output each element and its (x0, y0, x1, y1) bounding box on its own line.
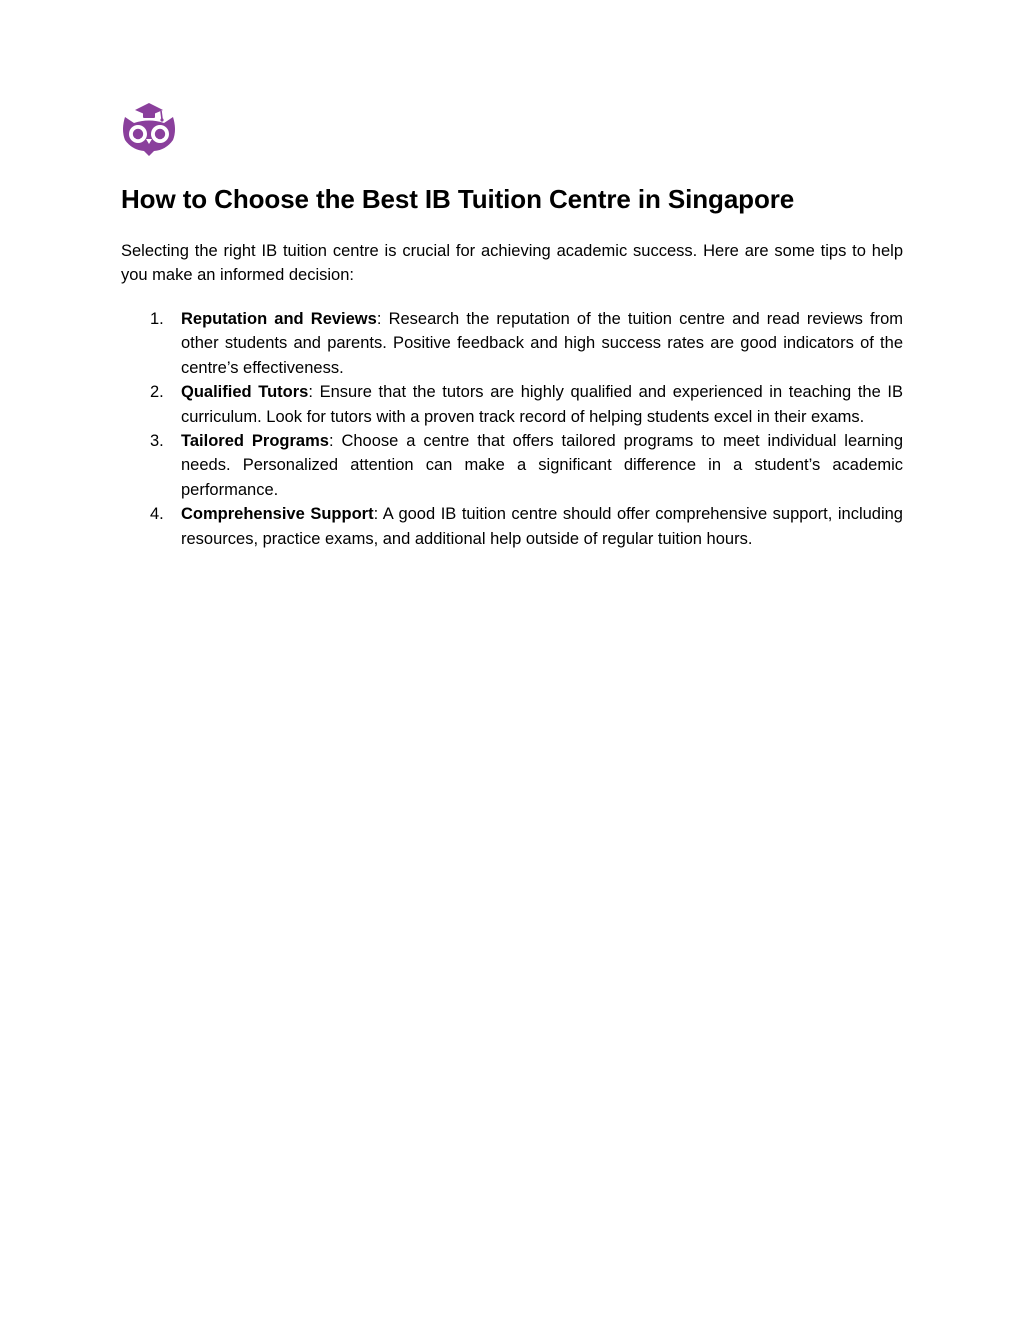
tip-separator: : (376, 310, 382, 328)
tip-text: Research the reputation of the tuition centre and read reviews from other students and parents. Positive feedback and high success rates are good indicators of the centre’s effectiveness. (181, 310, 904, 377)
tip-heading: Qualified Tutors (181, 383, 309, 402)
owl-graduation-cap-icon (121, 102, 177, 156)
tip-item-qualified-tutors (121, 380, 903, 429)
tip-text: A good IB tuition centre should offer comprehensive support, including resources, practice exams, and additional help outside of regular tuition hours. (181, 505, 903, 548)
tip-number: 3. (150, 432, 164, 451)
tip-heading: Reputation and Reviews (181, 310, 377, 328)
tip-separator: : (373, 505, 379, 524)
intro-paragraph: Selecting the right IB tuition centre is crucial for achieving academic success. Here are some tips to help you make an informed decision: (121, 242, 903, 284)
tip-number: 2. (150, 383, 164, 402)
tip-heading: Comprehensive Support (181, 505, 374, 524)
tip-item-comprehensive-support (121, 502, 903, 551)
tip-number: 1. (150, 310, 164, 328)
tip-separator: : (308, 383, 313, 402)
tip-heading: Tailored Programs (181, 432, 329, 451)
tip-item-reputation (121, 307, 903, 380)
tip-separator: : (328, 432, 334, 451)
tip-number: 4. (150, 505, 164, 524)
tip-text: Ensure that the tutors are highly qualified and experienced in teaching the IB curriculum. Look for tutors with a proven track record of helping students excel in their exams. (181, 383, 904, 426)
page-title: How to Choose the Best IB Tuition Centre in Singapore (121, 184, 795, 214)
tip-item-tailored-programs (121, 429, 903, 502)
tip-text: Choose a centre that offers tailored programs to meet individual learning needs. Personalized attention can make a significant difference in a student’s academic performance. (181, 432, 904, 499)
tips-list (121, 307, 903, 551)
